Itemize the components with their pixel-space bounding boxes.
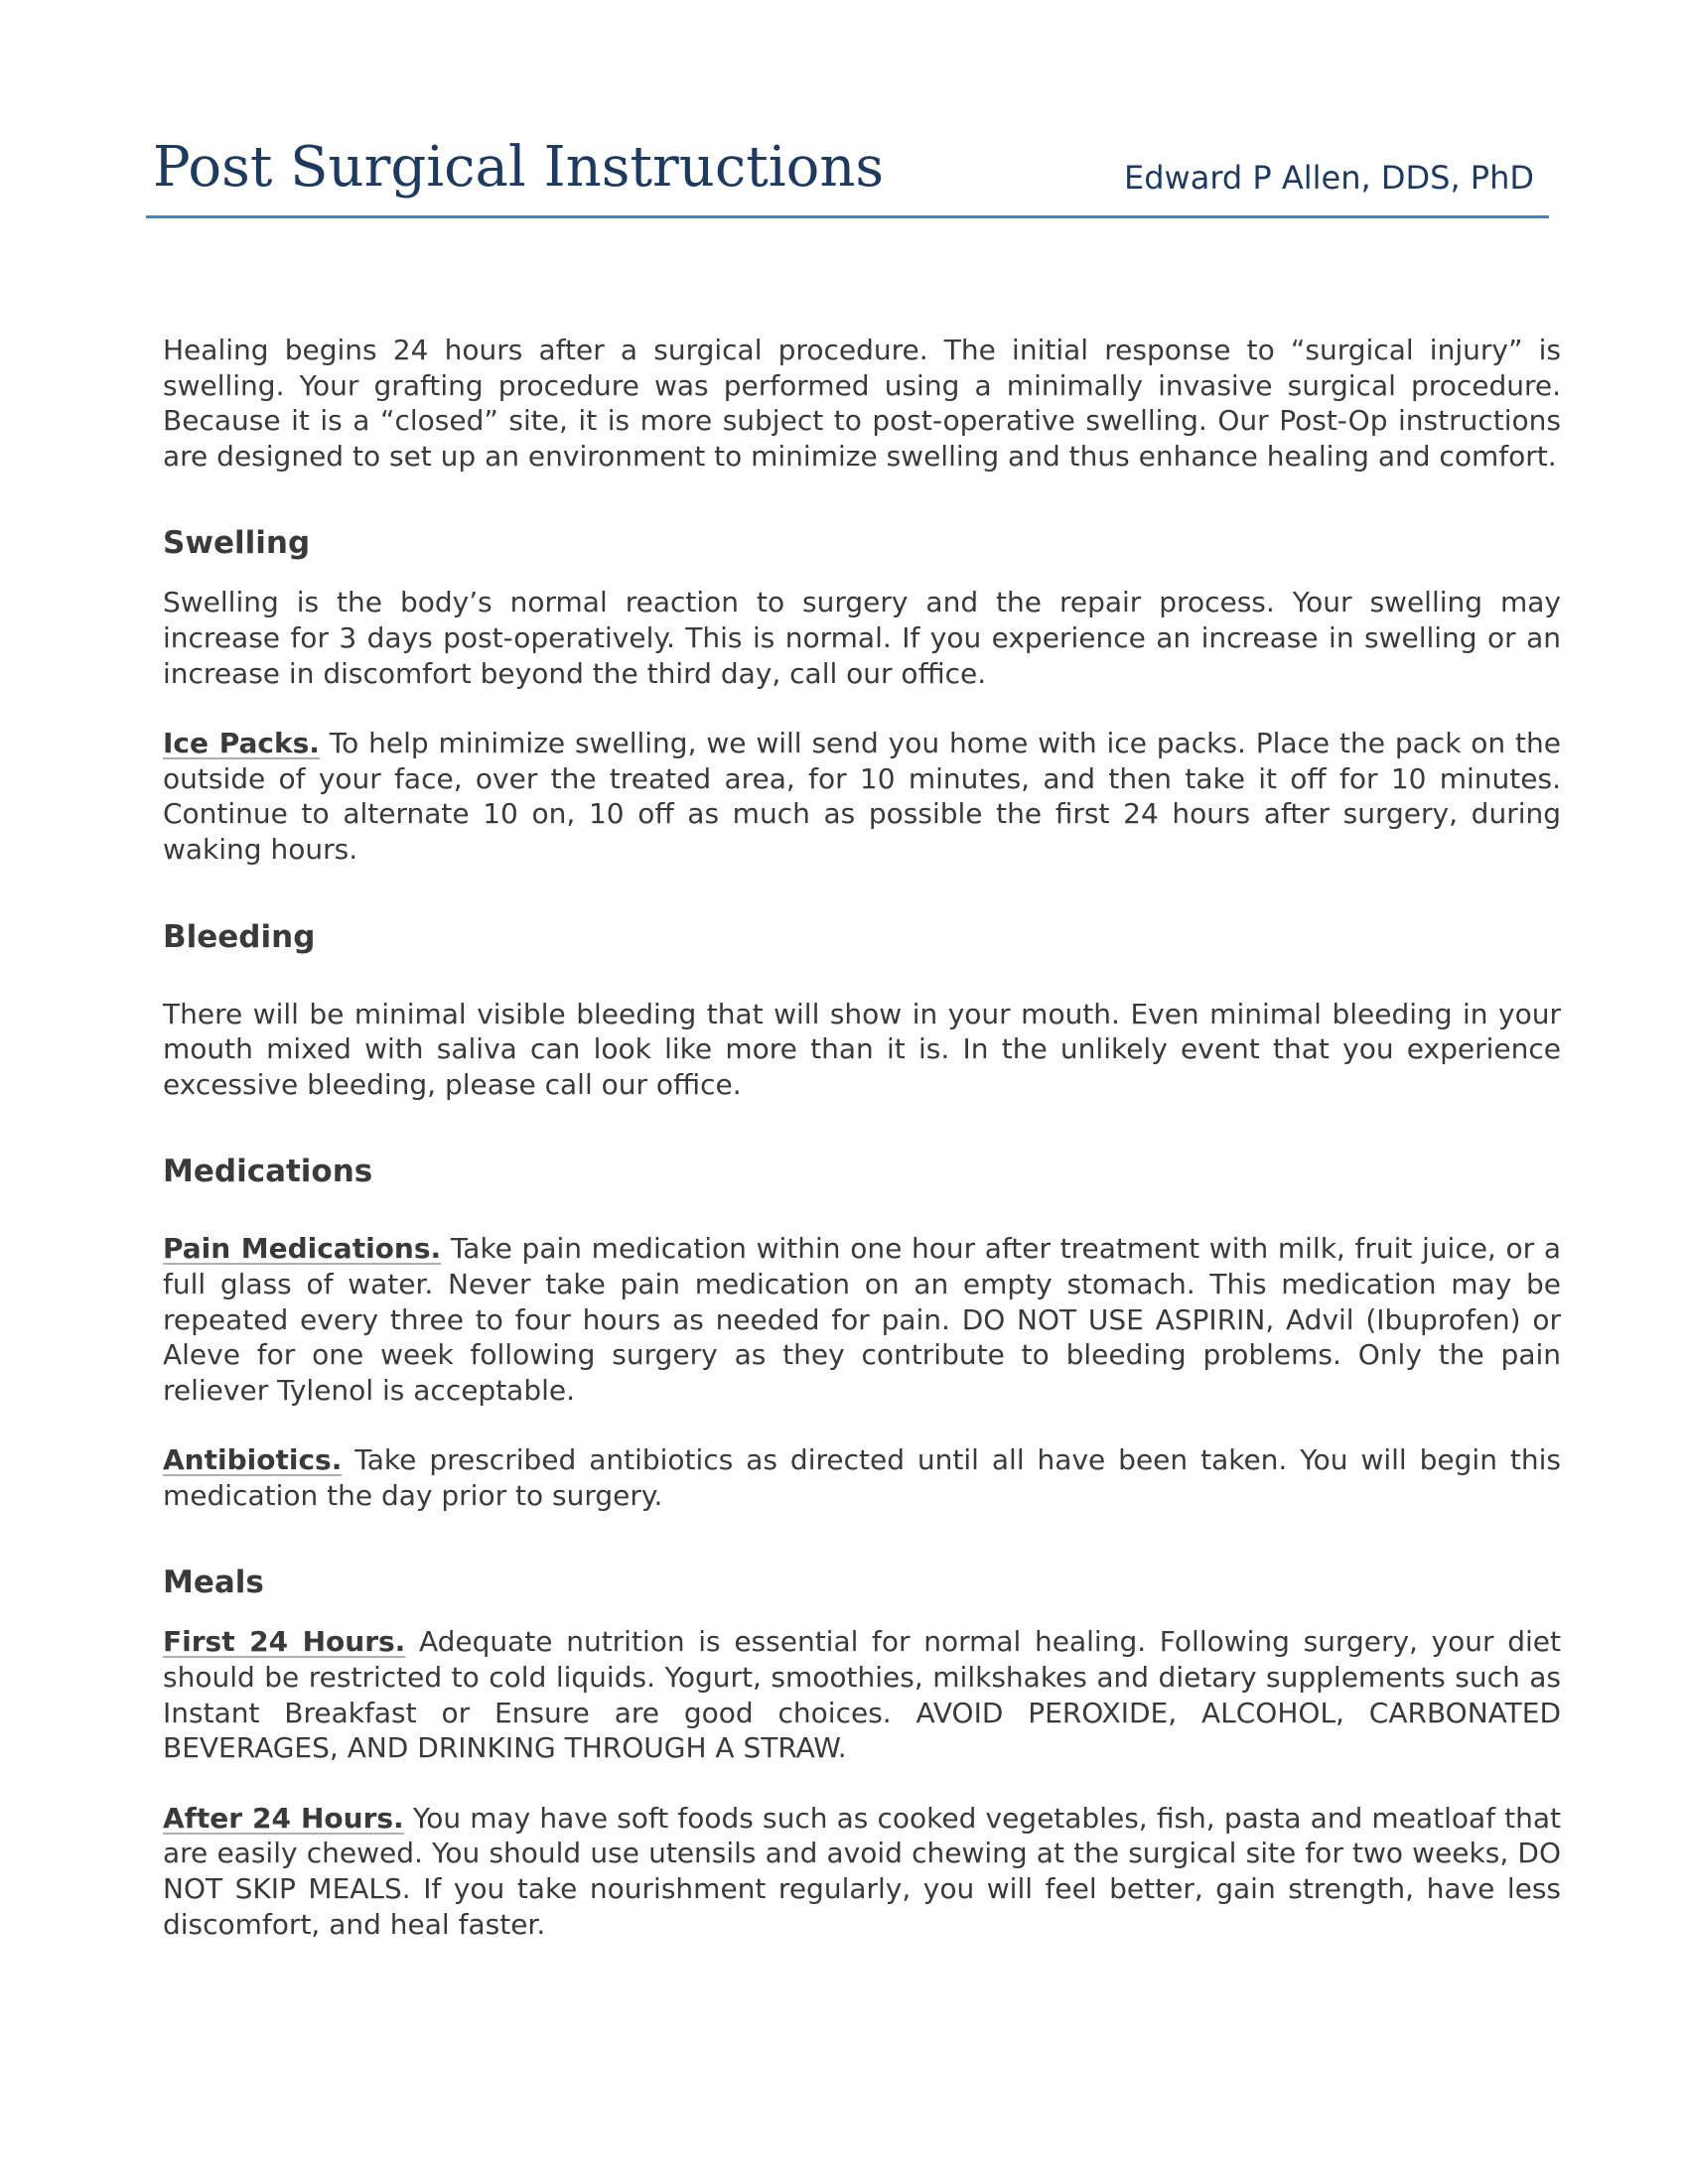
swelling-paragraph: Swelling is the body’s normal reaction to surgery and the repair process. Your swelling may increase for 3 days post-operatively. This is normal. If you experience an increase in swelling or an increase in discomfort beyond the third day, call our office. — [163, 586, 1561, 690]
header-divider — [146, 215, 1549, 218]
section-heading-medications: Medications — [163, 1154, 373, 1190]
section-heading-bleeding: Bleeding — [163, 918, 316, 955]
after-24-hours-paragraph — [163, 1801, 1561, 1942]
after-24-hours-lead: After 24 Hours. — [163, 1801, 404, 1835]
antibiotics-text: Take prescribed antibiotics as directed until all have been taken. You will begin this medication the day prior to surgery. — [163, 1443, 1561, 1512]
intro-paragraph: Healing begins 24 hours after a surgical procedure. The initial response to “surgical injury” is swelling. Your grafting procedure was performed using a minimally invasive surgical procedure. Because it is a “closed” site, it is more subject to post-operative swelling. Our Post-Op instructions are designed to set up an environment to minimize swelling and thus enhance healing and comfort. — [163, 334, 1561, 473]
pain-medications-text: Take pain medication within one hour after treatment with milk, fruit juice, or a full glass of water. Never take pain medication on an empty stomach. This medication may be repeated every three to four hours as needed for pain. DO NOT USE ASPIRIN, Advil (Ibuprofen) or Aleve for one week following surgery as they contribute to bleeding problems. Only the pain reliever Tylenol is acceptable. — [163, 1232, 1561, 1407]
first-24-hours-paragraph — [163, 1624, 1561, 1765]
antibiotics-lead: Antibiotics. — [163, 1443, 343, 1477]
section-heading-meals: Meals — [163, 1565, 264, 1601]
pain-medications-paragraph — [163, 1231, 1561, 1408]
document-body — [163, 333, 1561, 1942]
after-24-hours-text: You may have soft foods such as cooked vegetables, fish, pasta and meatloaf that are easily chewed. You should use utensils and avoid chewing at the surgical site for two weeks, DO NOT SKIP MEALS. If you take nourishment regularly, you will feel better, gain strength, have less discomfort, and heal faster. — [163, 1801, 1561, 1941]
pain-medications-lead: Pain Medications. — [163, 1232, 442, 1266]
first-24-hours-text: Adequate nutrition is essential for normal healing. Following surgery, your diet should be restricted to cold liquids. Yogurt, smoothies, milkshakes and dietary supplements such as Instant Breakfast or Ensure are good choices. AVOID PEROXIDE, ALCOHOL, CARBONATED BEVERAGES, AND DRINKING THROUGH A STRAW. — [163, 1625, 1561, 1765]
document-title: Post Surgical Instructions — [153, 135, 885, 200]
author-name: Edward P Allen, DDS, PhD — [1124, 159, 1534, 197]
ice-packs-lead: Ice Packs. — [163, 727, 320, 760]
antibiotics-paragraph — [163, 1442, 1561, 1513]
first-24-hours-lead: First 24 Hours. — [163, 1625, 406, 1659]
ice-packs-text: To help minimize swelling, we will send you home with ice packs. Place the pack on the outside of your face, over the treated area, for 10 minutes, and then take it off for 10 minutes. Continue to alternate 10 on, 10 off as much as possible the first 24 hours after surgery, during waking hours. — [163, 727, 1561, 866]
section-heading-swelling: Swelling — [163, 525, 311, 562]
ice-packs-paragraph — [163, 726, 1561, 867]
bleeding-paragraph: There will be minimal visible bleeding that will show in your mouth. Even minimal bleeding in your mouth mixed with saliva can look like more than it is. In the unlikely event that you experience excessive bleeding, please call our office. — [163, 997, 1561, 1101]
page-header — [146, 135, 1549, 216]
